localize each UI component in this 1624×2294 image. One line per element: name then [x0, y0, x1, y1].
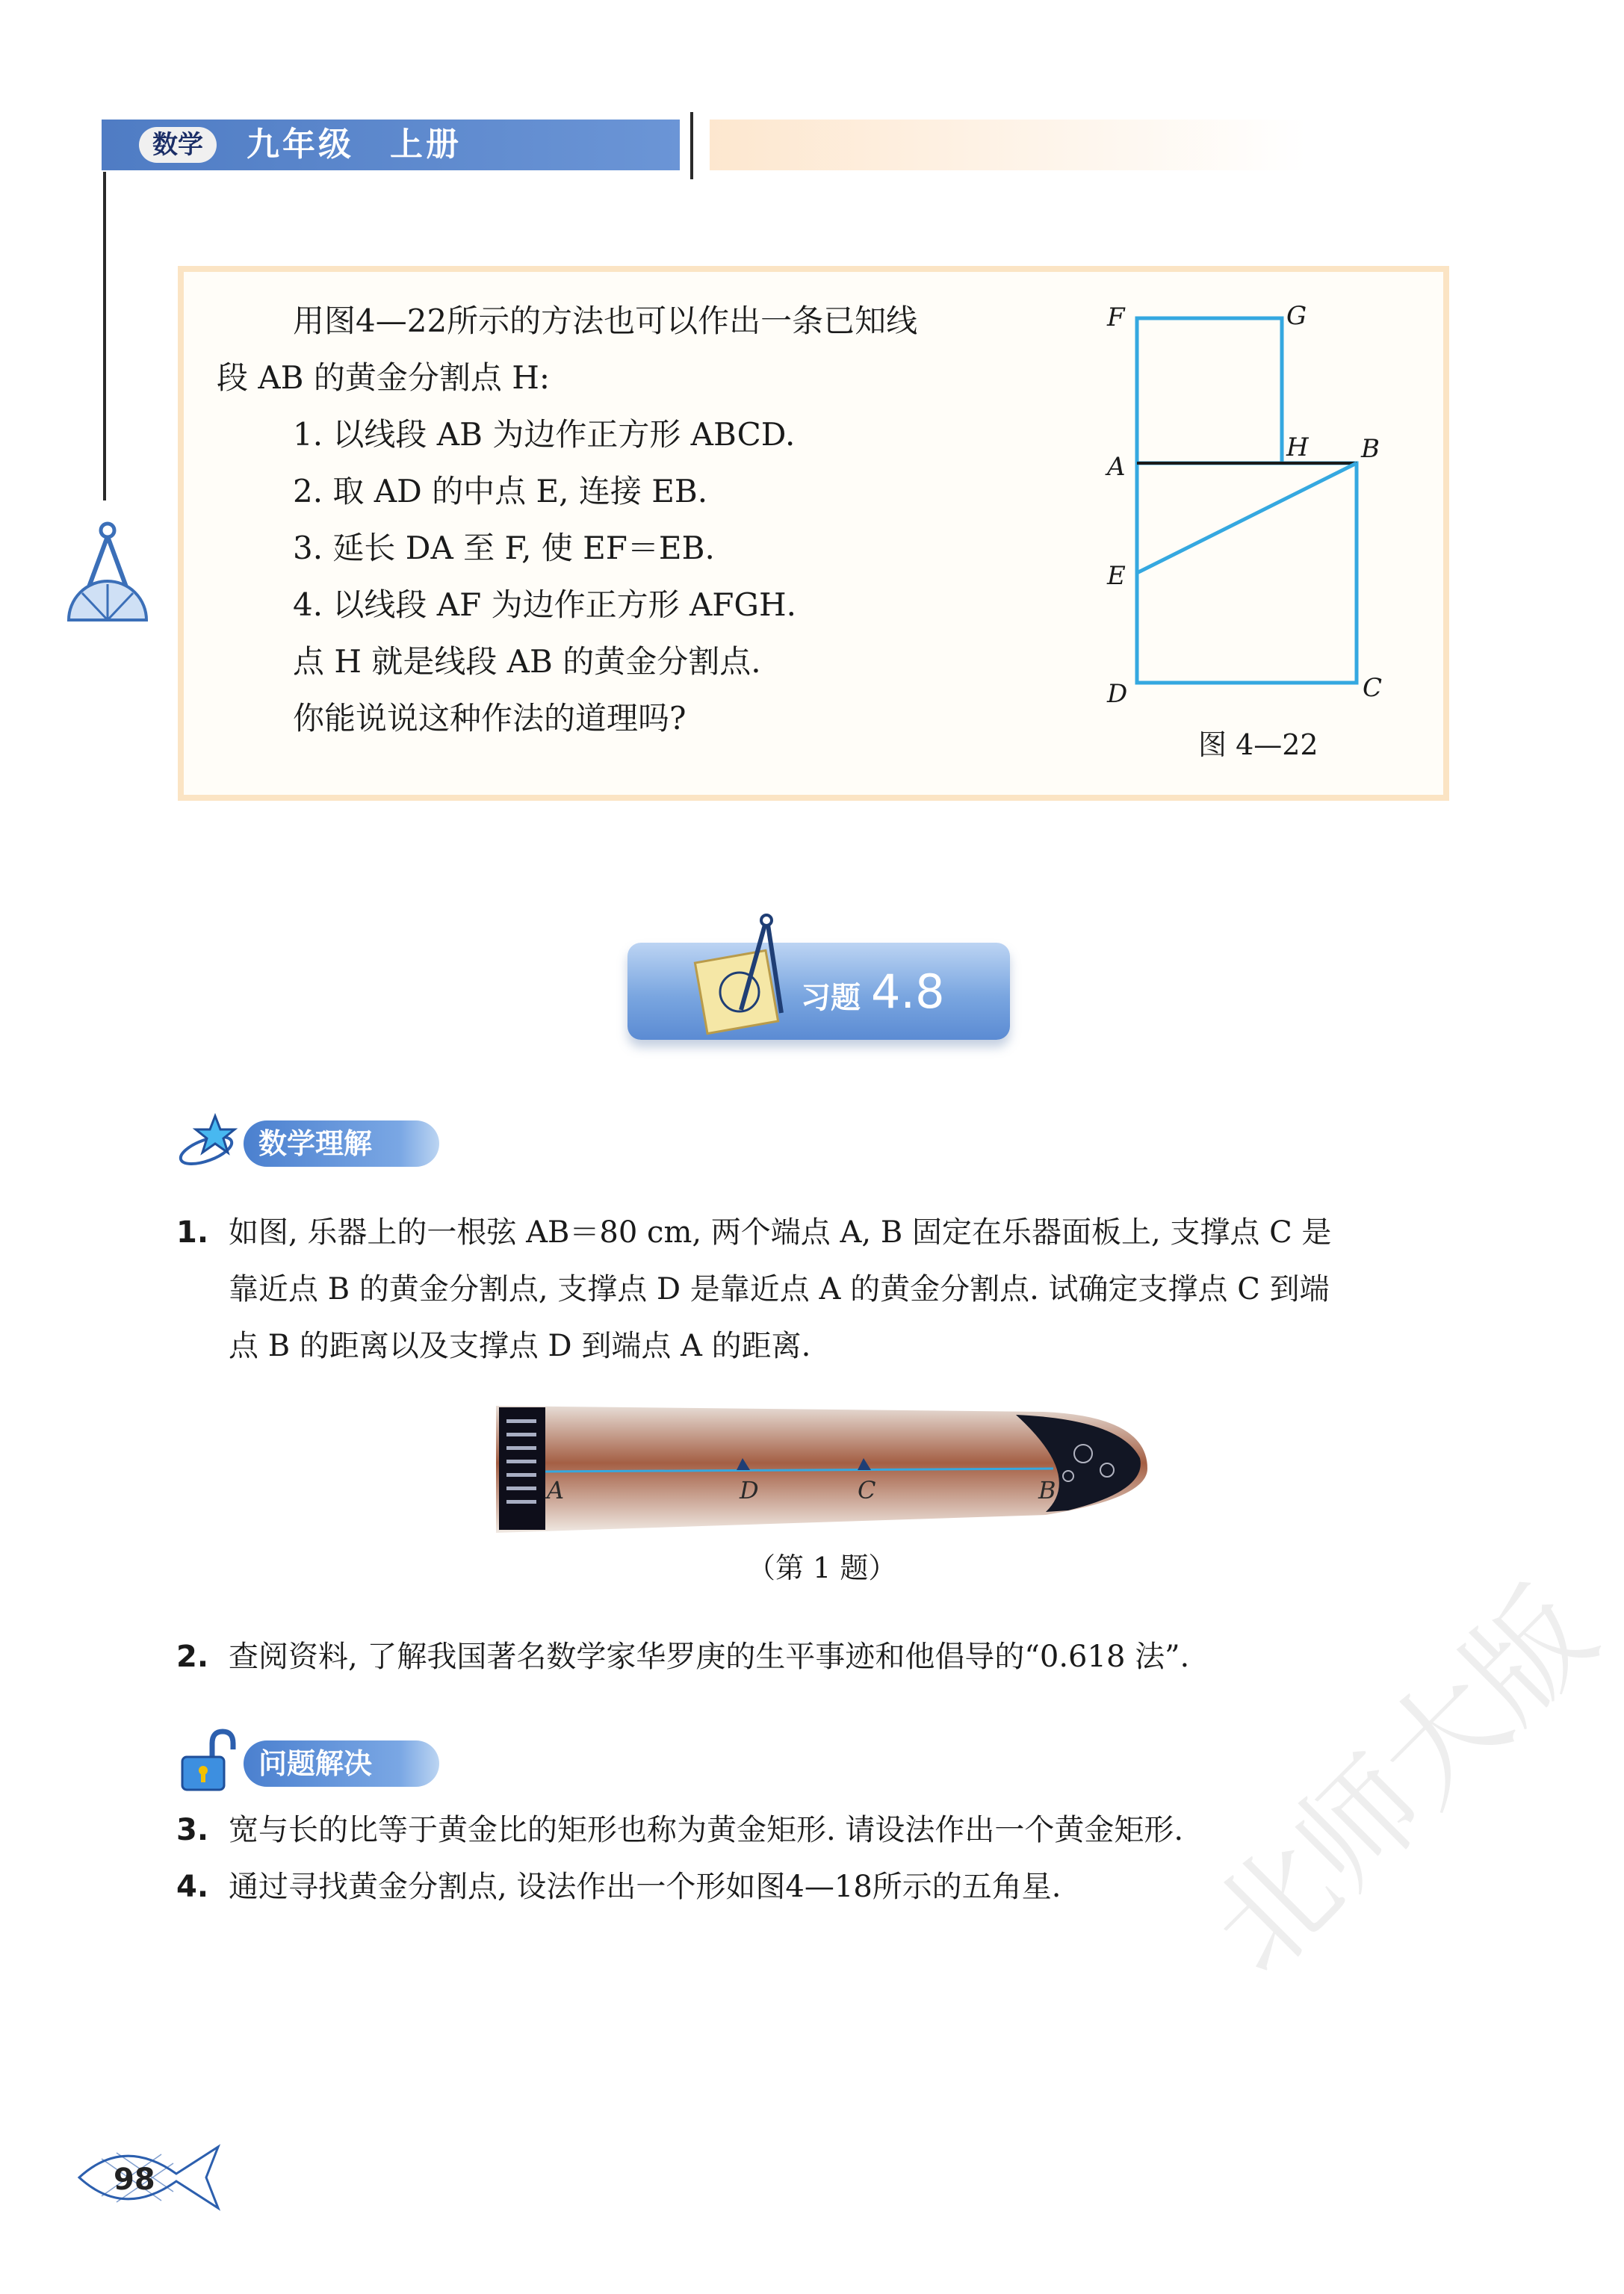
label-h: H — [1286, 433, 1309, 462]
segment-eb — [1137, 463, 1357, 573]
box-step-4: 4. 以线段 AF 为边作正方形 AFGH. — [293, 586, 796, 623]
guzheng-label-c: C — [858, 1476, 876, 1504]
compass-note-icon — [687, 911, 799, 1038]
label-b: B — [1361, 434, 1380, 464]
header-divider — [690, 112, 693, 179]
box-step-2: 2. 取 AD 的中点 E, 连接 EB. — [293, 473, 708, 509]
q1-line-2: 靠近点 B 的黄金分割点, 支撑点 D 是靠近点 A 的黄金分割点. 试确定支撑点 C 到端 — [229, 1272, 1330, 1306]
guzheng-label-a: A — [547, 1476, 565, 1504]
subject-badge: 数学 — [139, 127, 217, 163]
q1-line-1: 如图, 乐器上的一根弦 AB＝80 cm, 两个端点 A, B 固定在乐器面板上, 支撑点 C 是 — [229, 1215, 1332, 1250]
q1-line-3: 点 B 的距离以及支撑点 D 到端点 A 的距离. — [229, 1329, 811, 1363]
exercise-title — [801, 964, 945, 1026]
exercise-label: 习题 — [801, 981, 861, 1015]
square-afgh — [1137, 318, 1282, 463]
guzheng-image — [493, 1386, 1150, 1536]
q3-text: 宽与长的比等于黄金比的矩形也称为黄金矩形. 请设法作出一个黄金矩形. — [229, 1813, 1184, 1847]
star-orbit-icon — [176, 1112, 244, 1171]
guzheng-label-b: B — [1038, 1476, 1056, 1504]
box-line-2: 段 AB 的黄金分割点 H: — [217, 359, 551, 396]
label-d: D — [1107, 679, 1128, 709]
figure-caption: 图 4—22 — [1198, 728, 1318, 761]
publisher-watermark: 北师大版 — [1183, 1563, 1621, 2000]
exercise-number: 4.8 — [870, 964, 945, 1019]
grade-title: 九年级 上册 — [247, 125, 462, 164]
box-step-1: 1. 以线段 AB 为边作正方形 ABCD. — [293, 416, 796, 453]
section-understanding: 数学理解 — [244, 1120, 439, 1167]
margin-rule — [103, 172, 106, 500]
square-abcd — [1137, 463, 1357, 683]
q3-number: 3. — [176, 1813, 209, 1847]
label-f: F — [1107, 303, 1125, 332]
box-step-3: 3. 延长 DA 至 F, 使 EF＝EB. — [293, 530, 715, 566]
label-c: C — [1363, 673, 1383, 703]
guzheng-label-d: D — [740, 1476, 759, 1504]
compass-protractor-icon — [63, 515, 152, 627]
label-a: A — [1107, 452, 1126, 482]
q4-number: 4. — [176, 1870, 209, 1904]
figure-4-22 — [1091, 291, 1412, 717]
box-question: 你能说说这种作法的道理吗? — [293, 700, 687, 737]
box-conclusion: 点 H 就是线段 AB 的黄金分割点. — [293, 643, 761, 680]
q1-number: 1. — [176, 1215, 209, 1250]
page-number: 98 — [114, 2163, 155, 2197]
label-e: E — [1107, 561, 1126, 591]
header-decoration — [710, 120, 1307, 170]
q4-text: 通过寻找黄金分割点, 设法作出一个形如图4—18所示的五角星. — [229, 1870, 1062, 1904]
label-g: G — [1286, 301, 1307, 331]
box-line-1: 用图4—22所示的方法也可以作出一条已知线 — [293, 303, 918, 339]
q2-text: 查阅资料, 了解我国著名数学家华罗庚的生平事迹和他倡导的“0.618 法”. — [229, 1640, 1190, 1674]
q2-number: 2. — [176, 1640, 209, 1674]
unlocked-padlock-icon — [176, 1727, 244, 1794]
q1-caption: （第 1 题） — [747, 1551, 897, 1584]
section-problem-solving: 问题解决 — [244, 1740, 439, 1787]
